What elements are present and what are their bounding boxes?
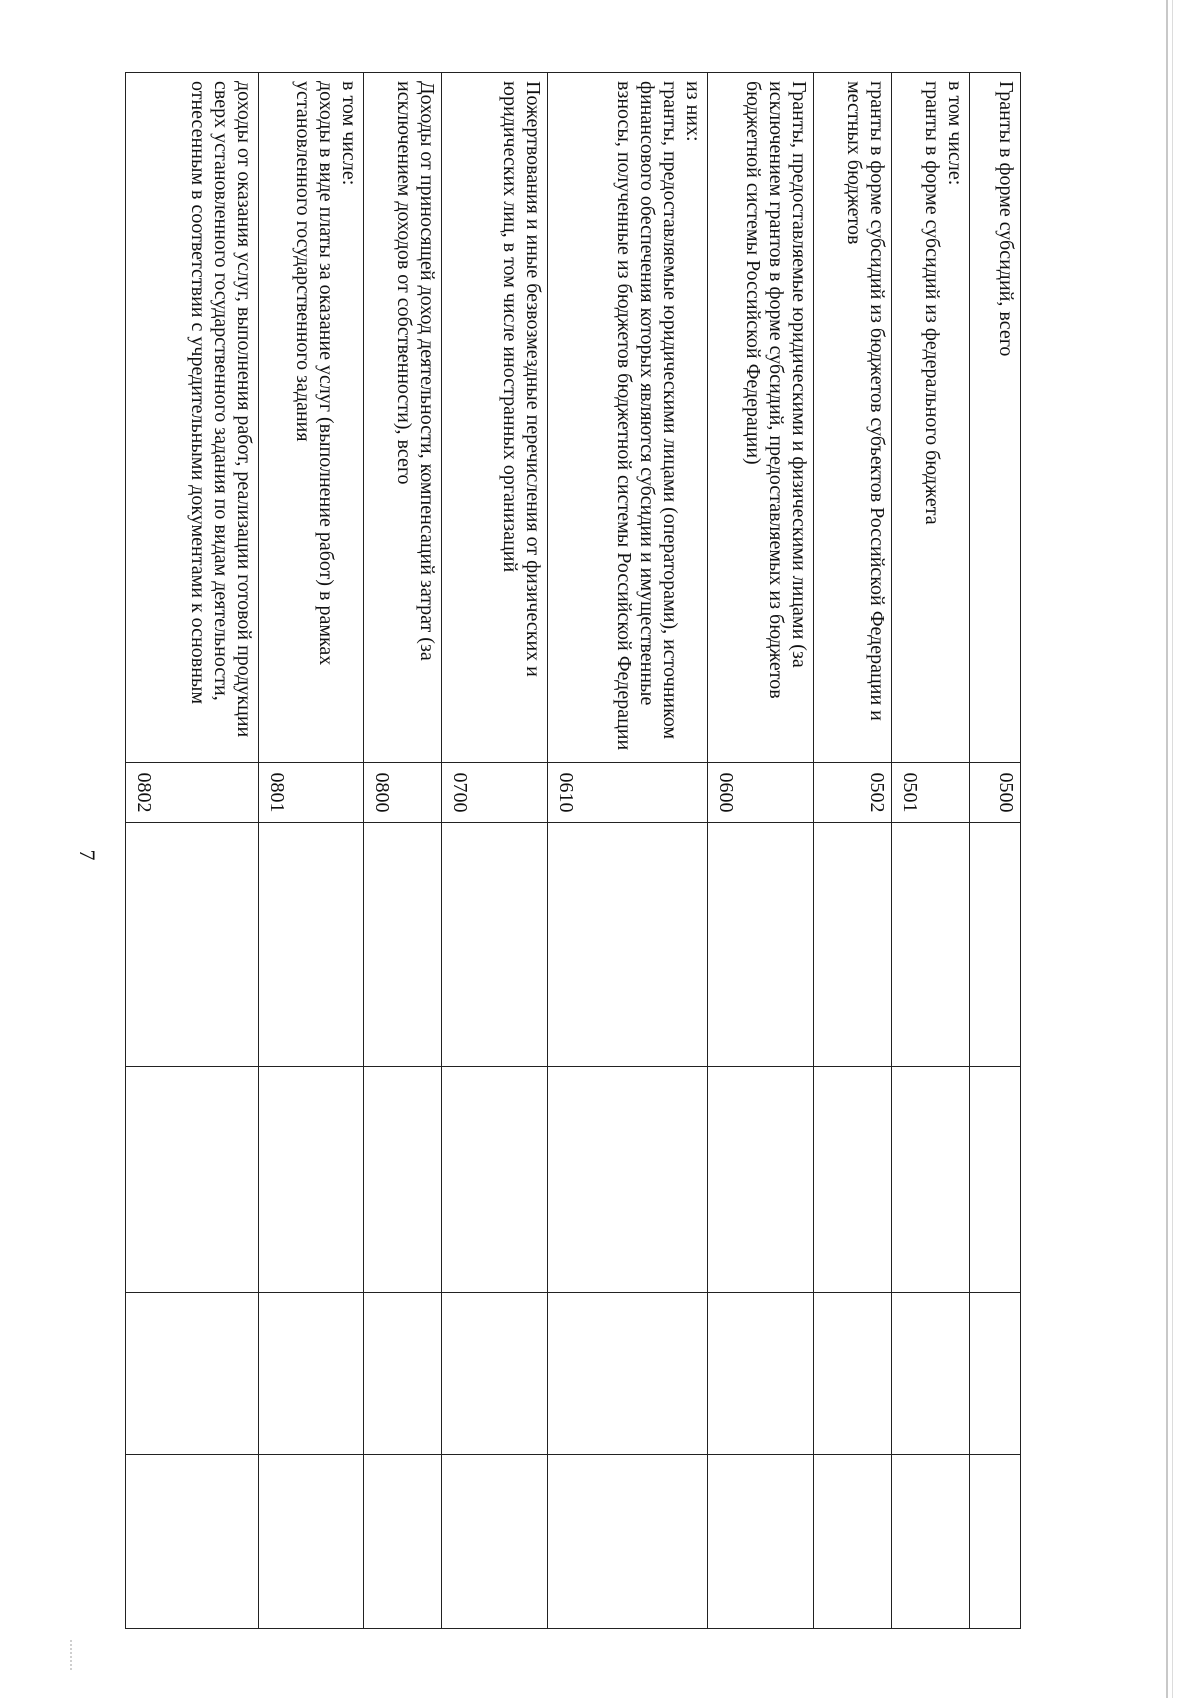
value-cell bbox=[442, 823, 547, 1067]
value-cell bbox=[707, 823, 813, 1067]
value-cell bbox=[814, 1293, 892, 1455]
value-cell bbox=[126, 1067, 259, 1293]
row-name-cell bbox=[364, 73, 442, 763]
value-cell bbox=[259, 823, 364, 1067]
row-name-cell bbox=[126, 73, 259, 763]
value-cell bbox=[547, 1067, 707, 1293]
value-cell bbox=[126, 1455, 259, 1629]
table-row bbox=[547, 73, 707, 1629]
value-cell bbox=[970, 823, 1021, 1067]
value-cell bbox=[126, 1293, 259, 1455]
value-cell bbox=[126, 823, 259, 1067]
row-code-cell: 0500 bbox=[970, 763, 1021, 823]
value-cell bbox=[364, 1067, 442, 1293]
row-label: доходы в виде платы за оказание услуг (выполнение работ) в рамках установленного государственного задания bbox=[292, 81, 338, 666]
value-cell bbox=[892, 1067, 970, 1293]
row-name-cell bbox=[442, 73, 547, 763]
row-label: в том числе: bbox=[338, 81, 361, 186]
value-cell bbox=[364, 1293, 442, 1455]
row-code-cell: 0801 bbox=[259, 763, 364, 823]
value-cell bbox=[442, 1067, 547, 1293]
value-cell bbox=[707, 1455, 813, 1629]
value-cell bbox=[364, 1455, 442, 1629]
value-cell bbox=[970, 1293, 1021, 1455]
row-name-cell bbox=[892, 73, 970, 763]
table-row bbox=[126, 73, 259, 1629]
row-label: в том числе: bbox=[944, 81, 967, 186]
value-cell bbox=[547, 1455, 707, 1629]
rotated-table-container bbox=[125, 72, 1021, 1628]
value-cell bbox=[707, 1067, 813, 1293]
row-name-cell bbox=[970, 73, 1021, 763]
value-cell bbox=[547, 1293, 707, 1455]
scan-edge-line-inner bbox=[1172, 0, 1173, 1698]
value-cell bbox=[259, 1293, 364, 1455]
row-code-cell: 0502 bbox=[814, 763, 892, 823]
row-code-cell: 0501 bbox=[892, 763, 970, 823]
value-cell bbox=[892, 1455, 970, 1629]
value-cell bbox=[442, 1455, 547, 1629]
row-code-cell: 0700 bbox=[442, 763, 547, 823]
row-label: Пожертвования и иные безвозмездные перечисления от физических и юридических лиц, в том числе иностранных организаций bbox=[498, 81, 544, 677]
row-code-cell: 0610 bbox=[547, 763, 707, 823]
table-row bbox=[892, 73, 970, 1629]
value-cell bbox=[547, 823, 707, 1067]
row-label: гранты, предоставляемые юридическими лицами (операторами), источником финансового обеспечения которых являются субсидии и имущественные взносы, полученные из бюджетов бюджетной системы Российской Федерации bbox=[612, 81, 681, 751]
row-code-cell: 0600 bbox=[707, 763, 813, 823]
value-cell bbox=[892, 823, 970, 1067]
value-cell bbox=[970, 1455, 1021, 1629]
scan-edge-line bbox=[1166, 0, 1168, 1698]
table-row bbox=[707, 73, 813, 1629]
row-label: гранты в форме субсидий из федерального бюджета bbox=[921, 81, 944, 525]
table-row bbox=[259, 73, 364, 1629]
value-cell bbox=[814, 1067, 892, 1293]
table-row bbox=[970, 73, 1021, 1629]
scan-margin-dots bbox=[70, 1640, 76, 1670]
value-cell bbox=[442, 1293, 547, 1455]
row-name-cell bbox=[547, 73, 707, 763]
row-name-cell bbox=[707, 73, 813, 763]
value-cell bbox=[364, 823, 442, 1067]
income-table bbox=[125, 72, 1021, 1629]
table-row bbox=[364, 73, 442, 1629]
value-cell bbox=[259, 1067, 364, 1293]
row-label: Гранты в форме субсидий, всего bbox=[995, 81, 1017, 357]
row-label: доходы от оказания услуг, выполнения работ, реализации готовой продукции сверх установленного государственного задания по видам деятельности, отнесенным в соответствии с учредительными документами к основным bbox=[187, 81, 256, 738]
value-cell bbox=[814, 1455, 892, 1629]
value-cell bbox=[259, 1455, 364, 1629]
value-cell bbox=[970, 1067, 1021, 1293]
row-name-cell bbox=[814, 73, 892, 763]
row-code-cell: 0800 bbox=[364, 763, 442, 823]
value-cell bbox=[814, 823, 892, 1067]
table-row bbox=[814, 73, 892, 1629]
row-code-cell: 0802 bbox=[126, 763, 259, 823]
row-name-cell bbox=[259, 73, 364, 763]
row-label: Доходы от приносящей доход деятельности, компенсаций затрат (за исключением доходов от собственности), всего bbox=[393, 81, 439, 661]
value-cell bbox=[707, 1293, 813, 1455]
page-number: 7 bbox=[75, 849, 100, 861]
row-label: Гранты, предоставляемые юридическими и физическими лицами (за исключением грантов в форме субсидий, предоставляемых из бюджетов бюджетной системы Российской Федерации) bbox=[742, 81, 811, 699]
row-label: гранты в форме субсидий из бюджетов субъектов Российской Федерации и местных бюджетов bbox=[843, 81, 889, 721]
value-cell bbox=[892, 1293, 970, 1455]
row-label: из них: bbox=[681, 81, 704, 142]
table-row bbox=[442, 73, 547, 1629]
